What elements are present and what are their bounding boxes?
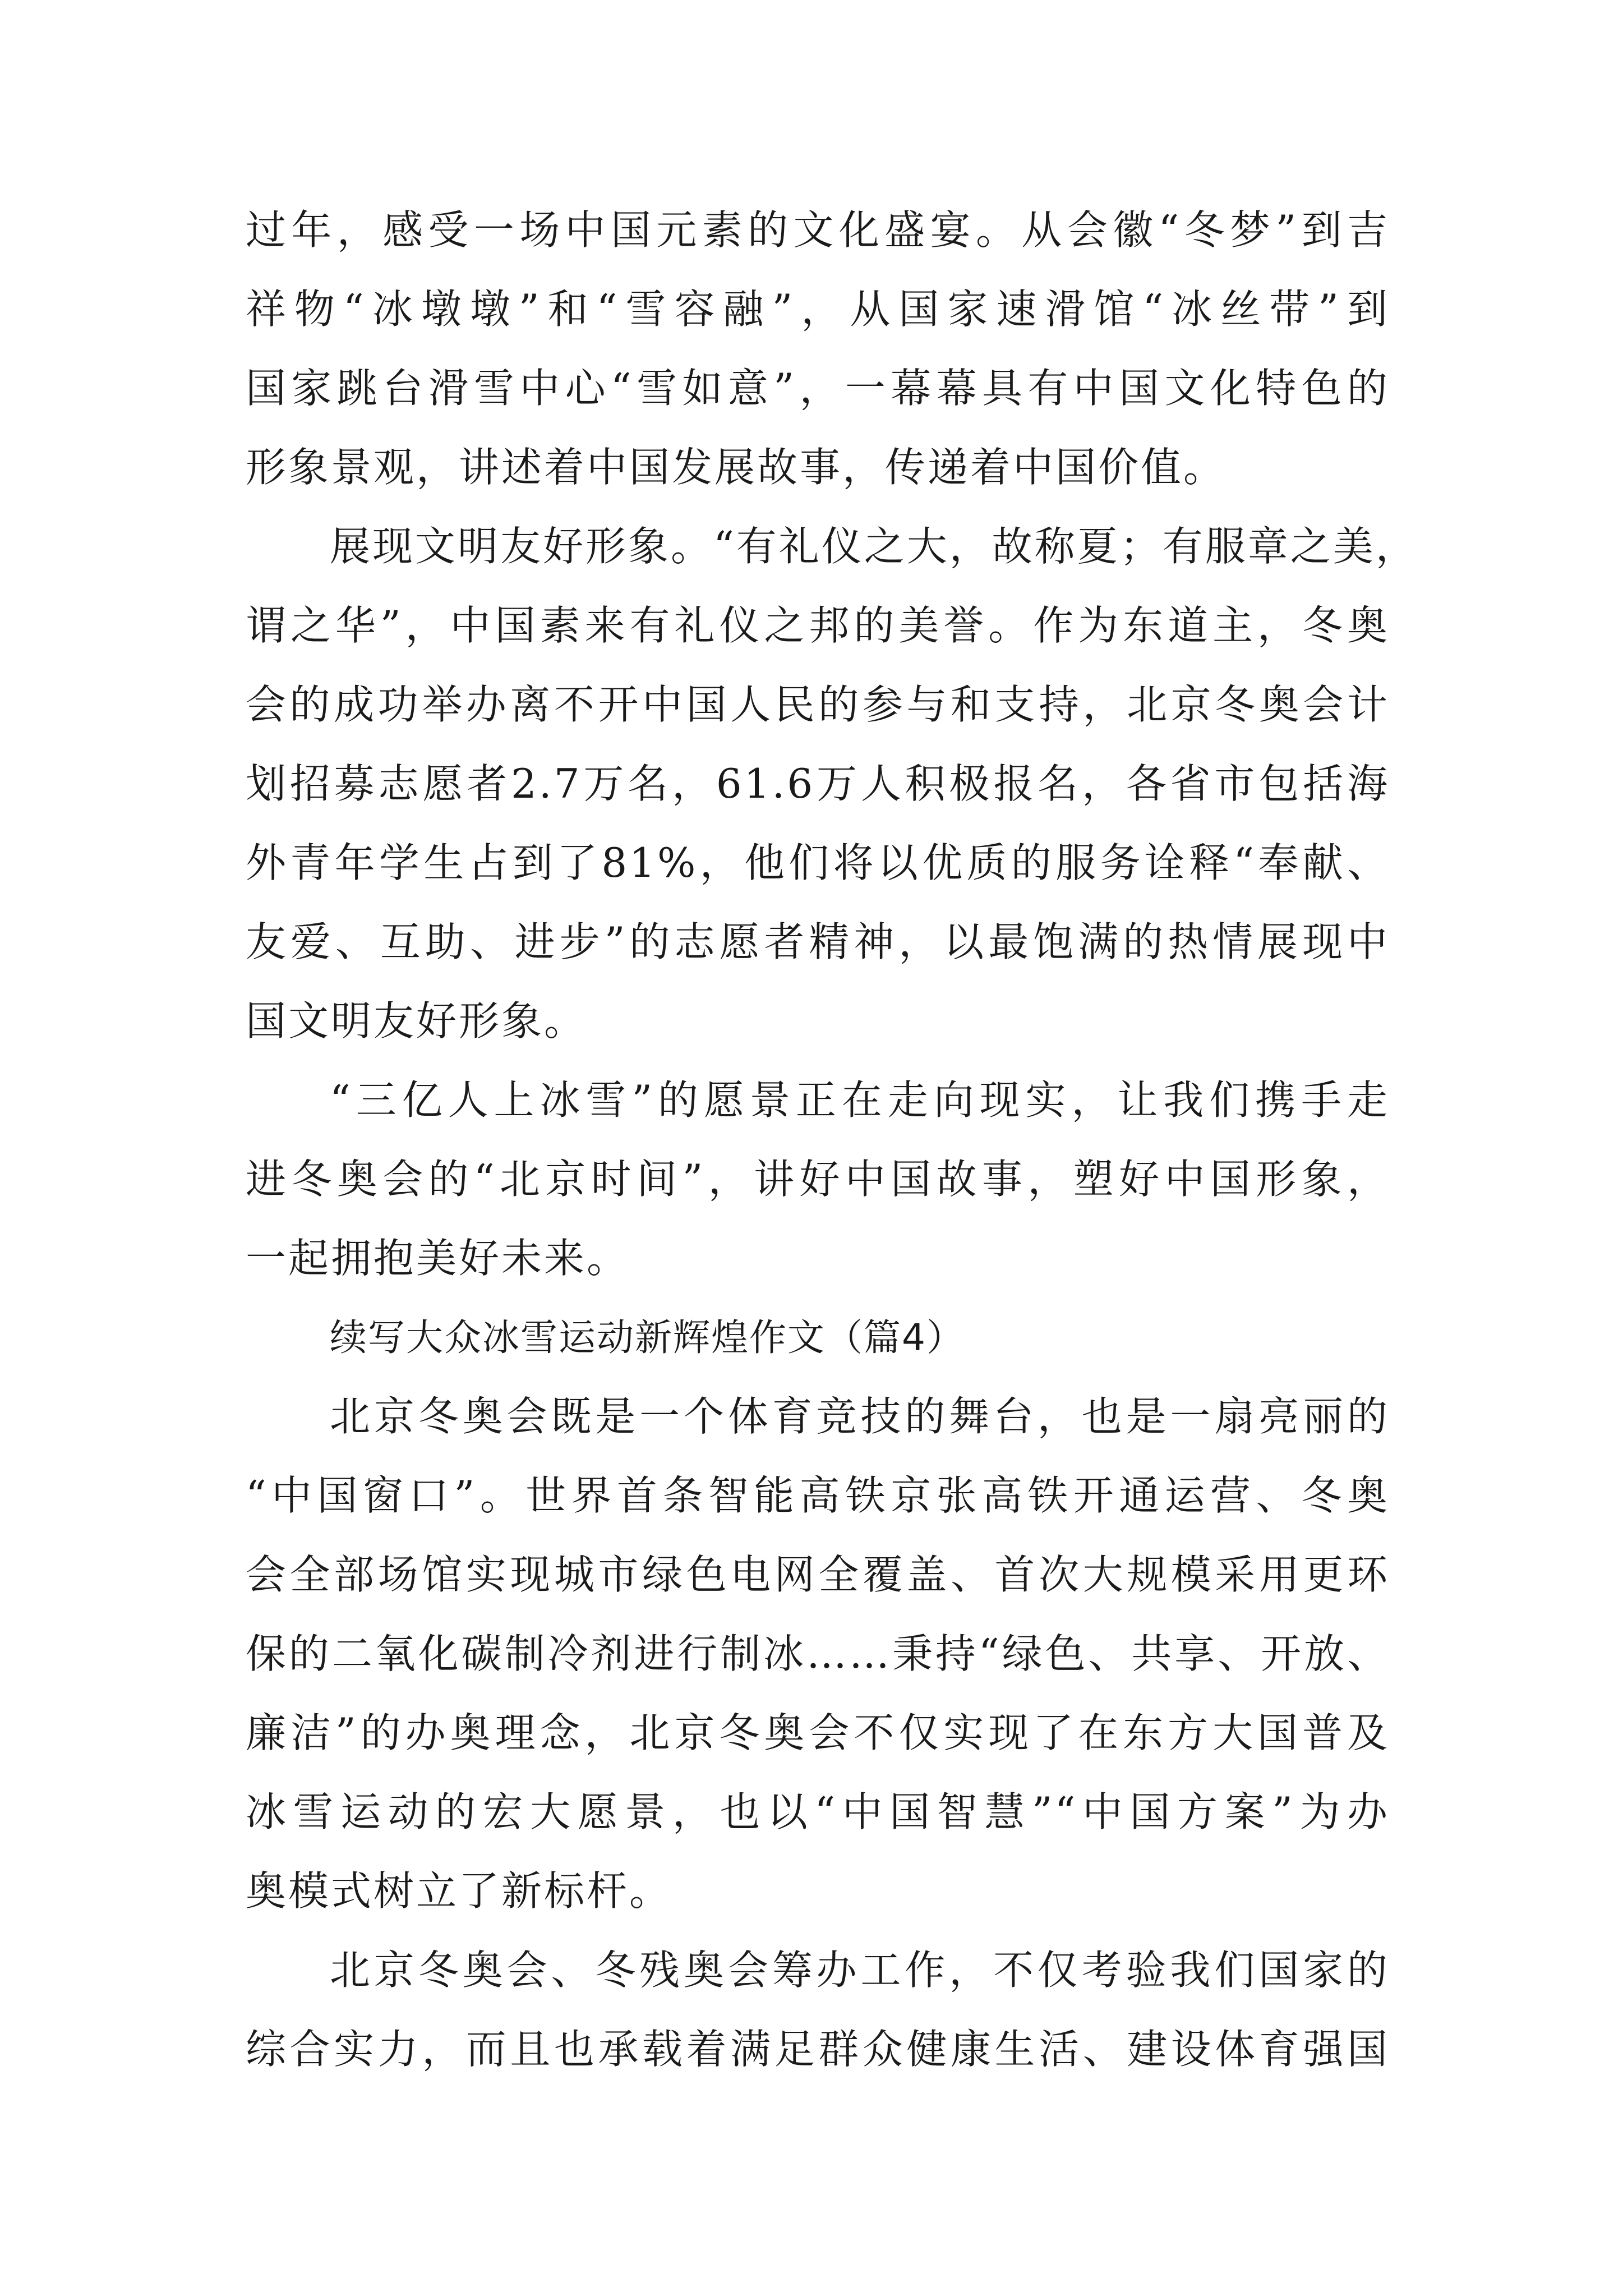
text-line: 过年，感受一场中国元素的文化盛宴。从会徽“冬梦”到吉 <box>246 206 1390 254</box>
text-line: 谓之华”，中国素来有礼仪之邦的美誉。作为东道主，冬奥 <box>246 602 1390 649</box>
paragraph-5 <box>246 1931 1390 2089</box>
text-line: 廉洁”的办奥理念，北京冬奥会不仅实现了在东方大国普及 <box>246 1709 1390 1756</box>
text-line: 进冬奥会的“北京时间”，讲好中国故事，塑好中国形象， <box>246 1156 1390 1203</box>
text-line: 奥模式树立了新标杆。 <box>246 1867 672 1915</box>
text-line: 友爱、互助、进步”的志愿者精神，以最饱满的热情展现中 <box>246 918 1390 965</box>
text-line: 外青年学生占到了81%，他们将以优质的服务诠释“奉献、 <box>246 839 1390 886</box>
text-line: 形象景观，讲述着中国发展故事，传递着中国价值。 <box>246 444 1227 491</box>
text-line: 冰雪运动的宏大愿景，也以“中国智慧”“中国方案”为办 <box>246 1788 1390 1835</box>
text-line: 展现文明友好形象。“有礼仪之大，故称夏；有服章之美， <box>330 523 1418 570</box>
section-heading-text: 续写大众冰雪运动新辉煌作文（篇4） <box>330 1316 965 1359</box>
paragraph-1 <box>246 191 1390 507</box>
text-line: 会全部场馆实现城市绿色电网全覆盖、首次大规模采用更环 <box>246 1551 1390 1598</box>
text-line: 国家跳台滑雪中心“雪如意”，一幕幕具有中国文化特色的 <box>246 365 1390 412</box>
text-line: 祥物“冰墩墩”和“雪容融”，从国家速滑馆“冰丝带”到 <box>246 286 1390 333</box>
text-line: 划招募志愿者2.7万名，61.6万人积极报名，各省市包括海 <box>246 760 1390 807</box>
text-line: 北京冬奥会、冬残奥会筹办工作，不仅考验我们国家的 <box>330 1947 1390 1994</box>
text-line: “中国窗口”。世界首条智能高铁京张高铁开通运营、冬奥 <box>246 1472 1390 1519</box>
section-heading <box>246 1298 1390 1377</box>
text-line: 北京冬奥会既是一个体育竞技的舞台，也是一扇亮丽的 <box>330 1393 1390 1440</box>
text-line: “三亿人上冰雪”的愿景正在走向现实，让我们携手走 <box>330 1076 1390 1124</box>
text-line: 保的二氧化碳制冷剂进行制冰……秉持“绿色、共享、开放、 <box>246 1630 1390 1677</box>
document-body <box>246 191 1418 2089</box>
paragraph-4 <box>246 1377 1390 1931</box>
paragraph-2 <box>246 507 1418 1061</box>
text-line: 会的成功举办离不开中国人民的参与和支持，北京冬奥会计 <box>246 681 1390 728</box>
text-line: 一起拥抱美好未来。 <box>246 1235 630 1282</box>
text-line: 国文明友好形象。 <box>246 997 587 1045</box>
paragraph-3 <box>246 1061 1390 1298</box>
text-line: 综合实力，而且也承载着满足群众健康生活、建设体育强国 <box>246 2026 1390 2073</box>
